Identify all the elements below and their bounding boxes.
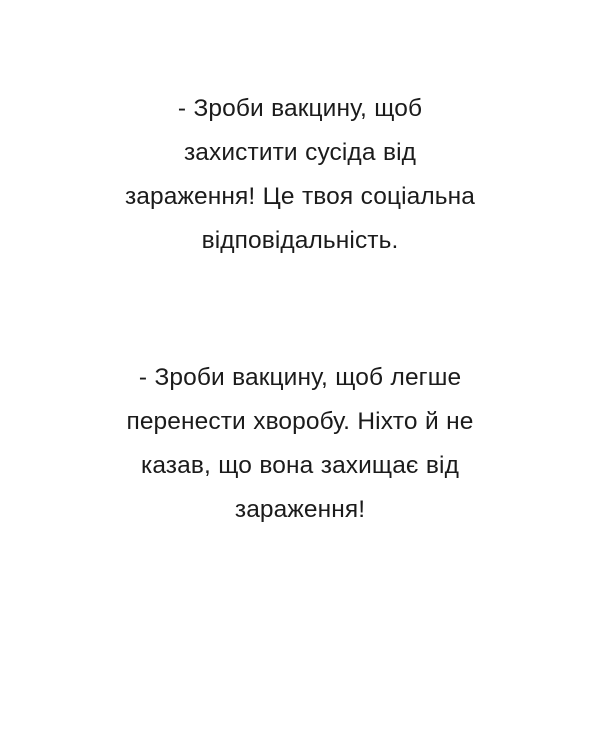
paragraph-spacer xyxy=(120,287,480,331)
paragraph-second: - Зроби вакцину, щоб легше перенести хворобу. Ніхто й не казав, що вона захищає від зараження! xyxy=(126,363,474,523)
paragraph-first: - Зроби вакцину, щоб захистити сусіда від зараження! Це твоя соціальна відповідальність. xyxy=(124,94,476,254)
